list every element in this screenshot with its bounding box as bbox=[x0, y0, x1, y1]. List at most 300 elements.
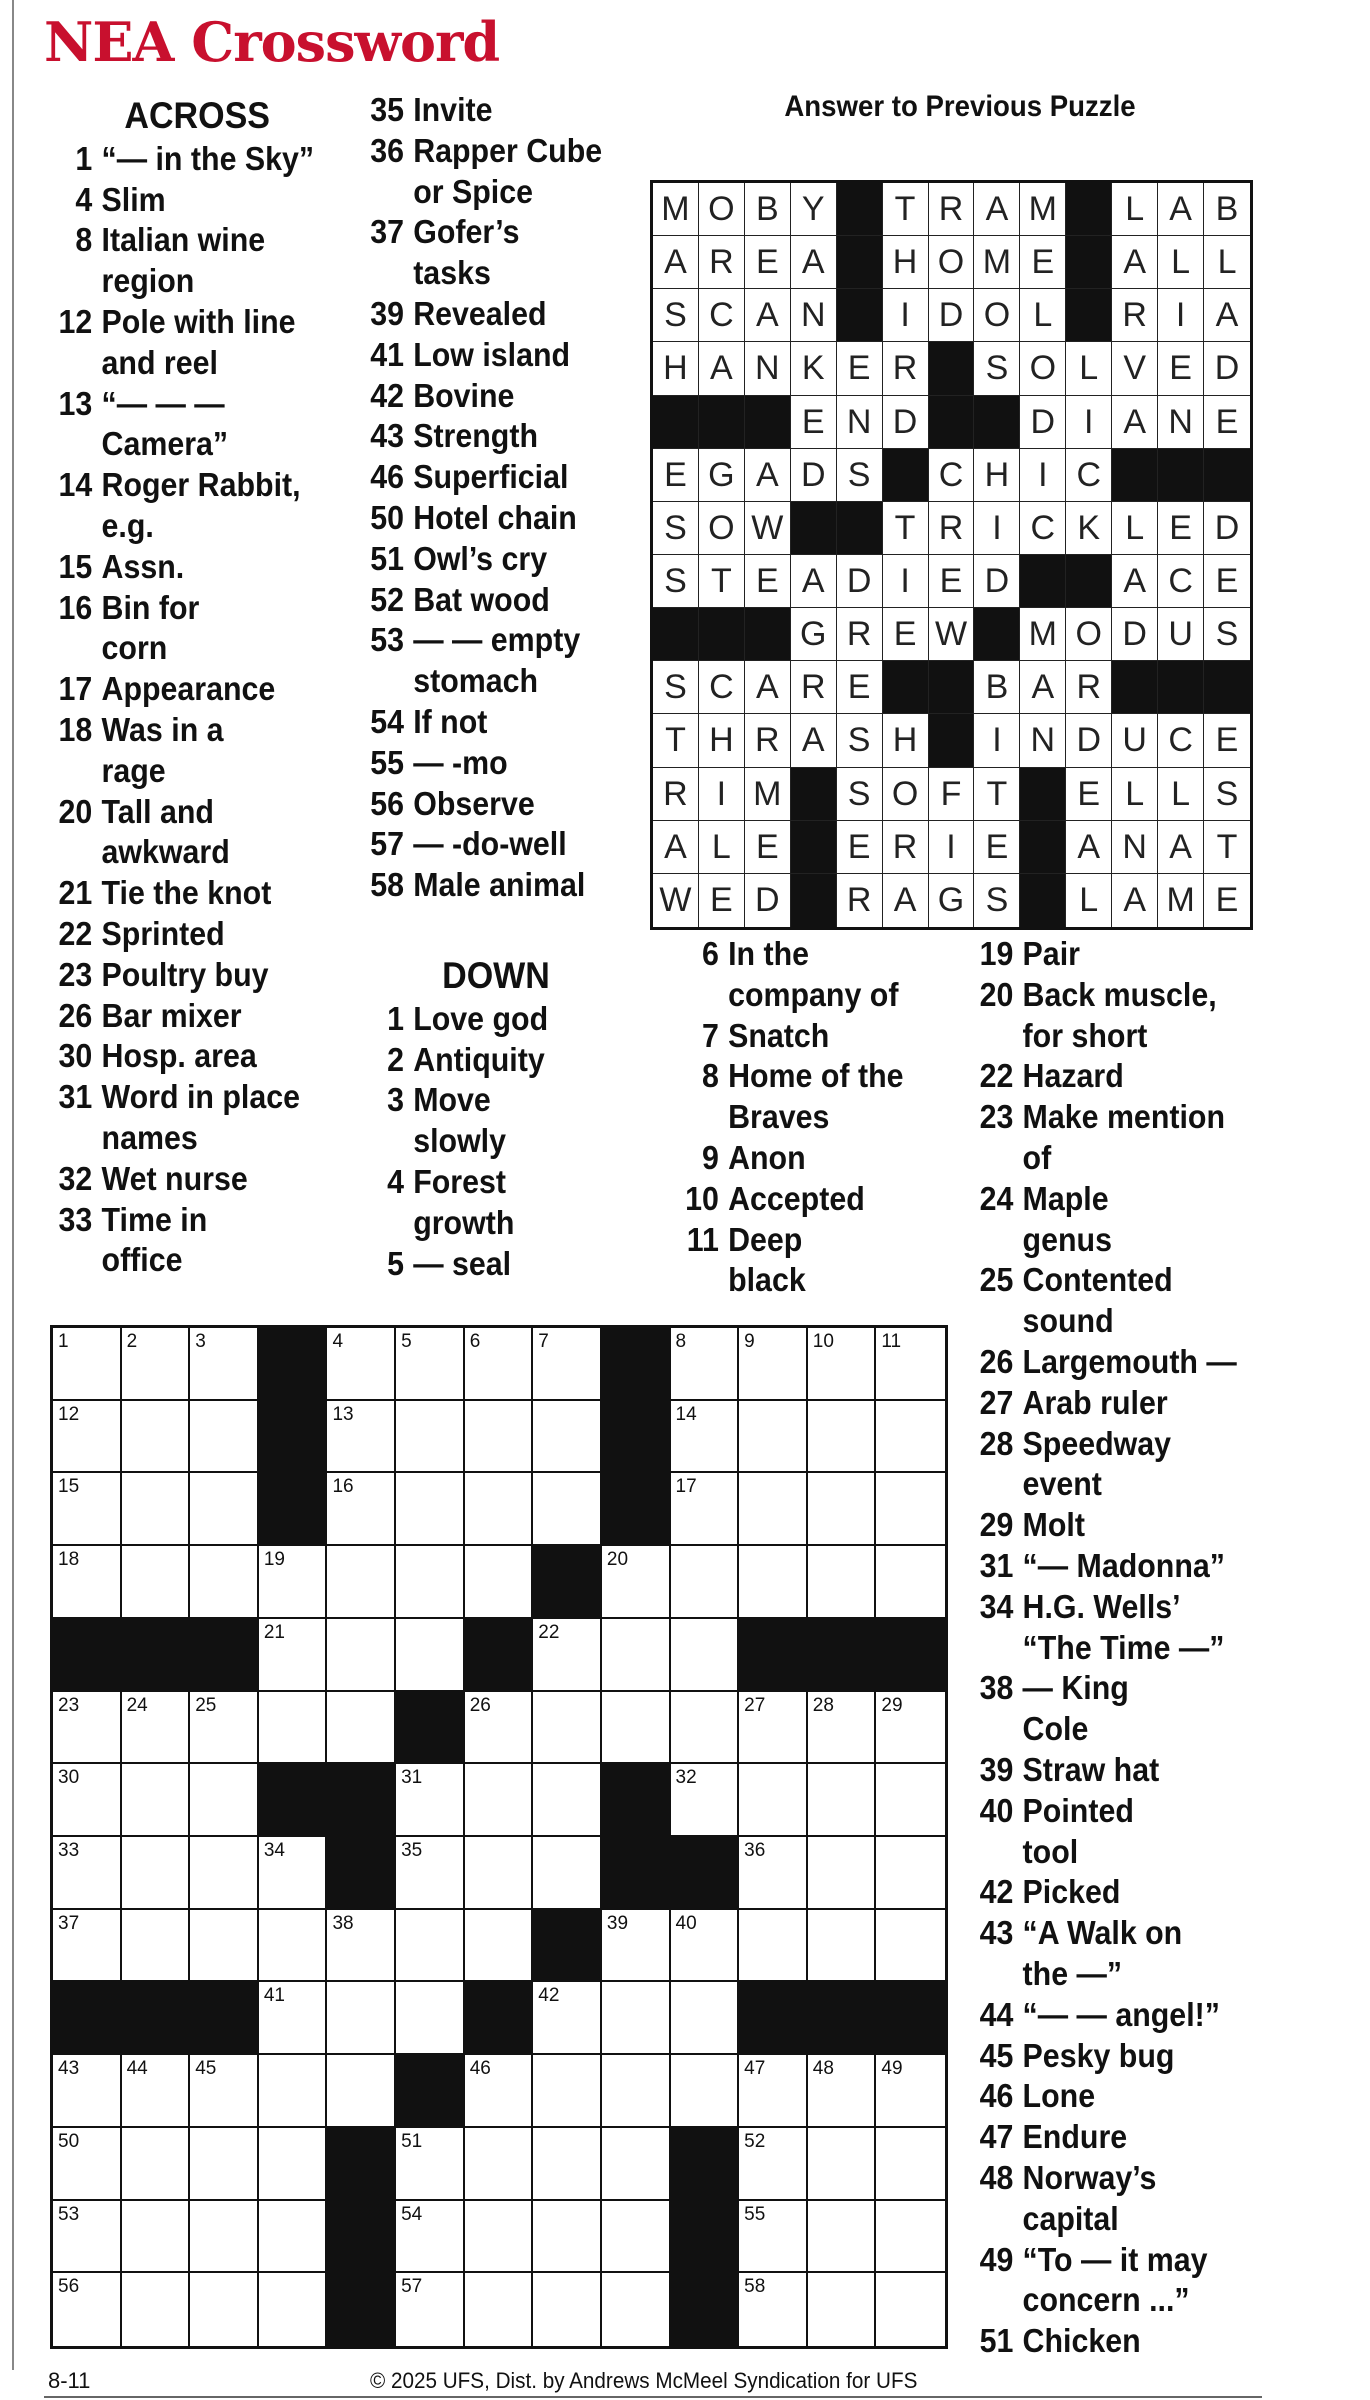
grid-cell[interactable] bbox=[259, 2201, 328, 2274]
cell-number: 10 bbox=[812, 1331, 834, 1352]
cell-number: 40 bbox=[675, 1912, 697, 1934]
clue-number: 4 bbox=[387, 1162, 404, 1200]
grid-cell[interactable] bbox=[327, 1692, 396, 1765]
grid-cell[interactable] bbox=[190, 1837, 259, 1910]
answer-letter-cell: A bbox=[653, 236, 699, 289]
clue-49 bbox=[960, 2240, 1291, 2322]
grid-cell[interactable] bbox=[396, 1546, 465, 1619]
grid-cell[interactable] bbox=[327, 1328, 396, 1401]
grid-block-cell bbox=[327, 2273, 396, 2346]
grid-cell[interactable] bbox=[122, 1328, 191, 1401]
answer-letter-cell: R bbox=[1112, 289, 1158, 342]
clue-number: 16 bbox=[58, 588, 93, 626]
grid-cell[interactable] bbox=[533, 2273, 602, 2346]
clue-text bbox=[728, 934, 936, 1016]
grid-cell[interactable] bbox=[876, 2128, 945, 2201]
clue-15 bbox=[50, 547, 344, 588]
grid-cell[interactable] bbox=[876, 2201, 945, 2274]
crossword-grid bbox=[50, 1325, 948, 2349]
clue-20 bbox=[50, 792, 344, 874]
answer-block-cell bbox=[837, 502, 883, 555]
clue-column-2 bbox=[358, 90, 634, 1284]
grid-cell[interactable] bbox=[396, 1837, 465, 1910]
clue-line: the —” bbox=[1022, 1954, 1123, 1992]
grid-cell[interactable] bbox=[122, 1546, 191, 1619]
grid-cell[interactable] bbox=[533, 1982, 602, 2055]
grid-cell[interactable] bbox=[53, 1401, 122, 1474]
grid-cell[interactable] bbox=[808, 2273, 877, 2346]
bottom-rule bbox=[44, 2396, 1262, 2398]
answer-letter-cell: R bbox=[837, 608, 883, 661]
grid-cell[interactable] bbox=[876, 1473, 945, 1546]
cell-number: 16 bbox=[332, 1476, 354, 1498]
clue-37 bbox=[358, 212, 634, 294]
clue-19 bbox=[960, 934, 1291, 975]
grid-block-cell bbox=[327, 1837, 396, 1910]
clue-text bbox=[1023, 1872, 1292, 1913]
grid-cell[interactable] bbox=[671, 1473, 740, 1546]
grid-cell[interactable] bbox=[808, 1473, 877, 1546]
grid-cell[interactable] bbox=[671, 1546, 740, 1619]
clue-21 bbox=[50, 873, 344, 914]
clue-column-4 bbox=[960, 934, 1291, 2362]
cell-number: 8 bbox=[675, 1331, 687, 1352]
answer-letter-cell: S bbox=[837, 714, 883, 767]
clue-text bbox=[1023, 934, 1292, 975]
grid-cell[interactable] bbox=[808, 1401, 877, 1474]
answer-letter-cell: C bbox=[1158, 714, 1204, 767]
clue-text bbox=[102, 180, 345, 221]
answer-letter-cell: C bbox=[699, 661, 745, 714]
clue-line: Poultry buy bbox=[101, 955, 269, 993]
grid-cell[interactable] bbox=[876, 1764, 945, 1837]
clue-number: 48 bbox=[979, 2158, 1014, 2196]
grid-cell[interactable] bbox=[739, 1910, 808, 1983]
grid-cell[interactable] bbox=[190, 2201, 259, 2274]
clue-46 bbox=[960, 2076, 1291, 2117]
grid-block-cell bbox=[259, 1764, 328, 1837]
clue-line: Gofer’s bbox=[413, 213, 520, 251]
grid-cell[interactable] bbox=[602, 1692, 671, 1765]
grid-cell[interactable] bbox=[739, 1401, 808, 1474]
answer-letter-cell: A bbox=[1158, 821, 1204, 874]
grid-cell[interactable] bbox=[739, 1473, 808, 1546]
answer-block-cell bbox=[929, 714, 975, 767]
answer-block-cell bbox=[1020, 768, 1066, 821]
grid-block-cell bbox=[671, 2273, 740, 2346]
grid-cell[interactable] bbox=[259, 1692, 328, 1765]
answer-letter-cell: A bbox=[1066, 821, 1112, 874]
grid-cell[interactable] bbox=[739, 2273, 808, 2346]
clue-number: 39 bbox=[370, 294, 404, 332]
clue-line: “— Madonna” bbox=[1022, 1546, 1225, 1584]
grid-cell[interactable] bbox=[53, 1837, 122, 1910]
grid-cell[interactable] bbox=[876, 1910, 945, 1983]
grid-cell[interactable] bbox=[259, 1982, 328, 2055]
grid-cell[interactable] bbox=[190, 2128, 259, 2201]
grid-cell[interactable] bbox=[876, 1401, 945, 1474]
grid-cell[interactable] bbox=[602, 2055, 671, 2128]
answer-letter-cell: L bbox=[1112, 183, 1158, 236]
grid-cell[interactable] bbox=[739, 1764, 808, 1837]
answer-letter-cell: O bbox=[1020, 342, 1066, 395]
grid-cell[interactable] bbox=[602, 1619, 671, 1692]
grid-cell[interactable] bbox=[53, 1328, 122, 1401]
clue-number: 43 bbox=[370, 417, 404, 455]
grid-cell[interactable] bbox=[739, 1328, 808, 1401]
grid-cell[interactable] bbox=[671, 1619, 740, 1692]
answer-letter-cell: H bbox=[883, 714, 929, 767]
grid-cell[interactable] bbox=[602, 1910, 671, 1983]
answer-letter-cell: C bbox=[1158, 555, 1204, 608]
clue-48 bbox=[960, 2158, 1291, 2240]
answer-letter-cell: E bbox=[883, 608, 929, 661]
grid-cell[interactable] bbox=[190, 1401, 259, 1474]
grid-block-cell bbox=[602, 1764, 671, 1837]
answer-letter-cell: U bbox=[1158, 608, 1204, 661]
grid-cell[interactable] bbox=[327, 1546, 396, 1619]
grid-cell[interactable] bbox=[533, 2055, 602, 2128]
grid-cell[interactable] bbox=[808, 1328, 877, 1401]
grid-cell[interactable] bbox=[259, 2055, 328, 2128]
grid-cell[interactable] bbox=[259, 1910, 328, 1983]
clue-number: 15 bbox=[58, 547, 93, 585]
clue-number: 39 bbox=[979, 1750, 1014, 1788]
grid-cell[interactable] bbox=[190, 1764, 259, 1837]
clue-58 bbox=[358, 865, 634, 906]
clue-39 bbox=[358, 294, 634, 335]
grid-cell[interactable] bbox=[602, 2273, 671, 2346]
grid-cell[interactable] bbox=[602, 2128, 671, 2201]
grid-cell[interactable] bbox=[122, 1837, 191, 1910]
grid-cell[interactable] bbox=[808, 2201, 877, 2274]
clue-number: 17 bbox=[58, 670, 93, 708]
clue-line: Forest bbox=[413, 1162, 506, 1200]
grid-cell[interactable] bbox=[465, 1401, 534, 1474]
grid-cell[interactable] bbox=[808, 1692, 877, 1765]
grid-cell[interactable] bbox=[396, 2128, 465, 2201]
grid-cell[interactable] bbox=[739, 1546, 808, 1619]
grid-cell[interactable] bbox=[396, 1401, 465, 1474]
cell-number: 57 bbox=[401, 2276, 423, 2298]
grid-cell[interactable] bbox=[53, 1473, 122, 1546]
clue-number: 1 bbox=[75, 139, 93, 177]
answer-block-cell bbox=[791, 874, 837, 927]
grid-cell[interactable] bbox=[190, 2055, 259, 2128]
grid-cell[interactable] bbox=[122, 1764, 191, 1837]
answer-letter-cell: A bbox=[1112, 396, 1158, 449]
cell-number: 46 bbox=[469, 2058, 491, 2080]
answer-letter-cell: E bbox=[837, 661, 883, 714]
cell-number: 11 bbox=[881, 1331, 902, 1352]
grid-cell[interactable] bbox=[739, 1837, 808, 1910]
grid-cell[interactable] bbox=[465, 1473, 534, 1546]
answer-letter-cell: S bbox=[974, 342, 1020, 395]
grid-cell[interactable] bbox=[533, 1619, 602, 1692]
grid-cell[interactable] bbox=[602, 2201, 671, 2274]
clue-29 bbox=[960, 1505, 1291, 1546]
answer-block-cell bbox=[699, 396, 745, 449]
grid-block-cell bbox=[122, 1619, 191, 1692]
clue-number: 5 bbox=[387, 1244, 404, 1282]
grid-cell[interactable] bbox=[190, 1692, 259, 1765]
answer-letter-cell: E bbox=[791, 396, 837, 449]
clue-line: Endure bbox=[1022, 2118, 1128, 2156]
clue-16 bbox=[50, 588, 344, 670]
grid-cell[interactable] bbox=[327, 1982, 396, 2055]
grid-cell[interactable] bbox=[465, 1837, 534, 1910]
clue-line: Accepted bbox=[728, 1179, 865, 1217]
grid-block-cell bbox=[739, 1619, 808, 1692]
grid-cell[interactable] bbox=[808, 1837, 877, 1910]
grid-cell[interactable] bbox=[808, 1546, 877, 1619]
grid-cell[interactable] bbox=[465, 1692, 534, 1765]
clue-line: Roger Rabbit, bbox=[101, 466, 301, 504]
grid-cell[interactable] bbox=[396, 1619, 465, 1692]
grid-cell[interactable] bbox=[533, 2128, 602, 2201]
cell-number: 1 bbox=[58, 1331, 69, 1352]
clue-2 bbox=[358, 1040, 634, 1081]
clue-text bbox=[413, 498, 634, 539]
grid-cell[interactable] bbox=[53, 1692, 122, 1765]
grid-cell[interactable] bbox=[122, 1401, 191, 1474]
clue-line: for short bbox=[1022, 1016, 1148, 1054]
answer-letter-cell: E bbox=[837, 342, 883, 395]
cell-number: 19 bbox=[263, 1549, 285, 1571]
grid-cell[interactable] bbox=[53, 2055, 122, 2128]
grid-cell[interactable] bbox=[396, 1764, 465, 1837]
grid-cell[interactable] bbox=[53, 2128, 122, 2201]
clue-line: black bbox=[728, 1261, 806, 1299]
grid-cell[interactable] bbox=[53, 1764, 122, 1837]
grid-cell[interactable] bbox=[396, 1473, 465, 1546]
answer-letter-cell: O bbox=[974, 289, 1020, 342]
answer-title: Answer to Previous Puzzle bbox=[784, 90, 1136, 123]
clue-text bbox=[728, 1016, 936, 1057]
cell-number: 7 bbox=[538, 1331, 549, 1352]
clue-line: “To — it may bbox=[1022, 2240, 1208, 2278]
cell-number: 15 bbox=[58, 1476, 80, 1498]
answer-letter-cell: S bbox=[974, 874, 1020, 927]
grid-cell[interactable] bbox=[533, 1764, 602, 1837]
grid-cell[interactable] bbox=[53, 1910, 122, 1983]
grid-cell[interactable] bbox=[327, 1910, 396, 1983]
grid-cell[interactable] bbox=[327, 1473, 396, 1546]
clue-1 bbox=[50, 139, 344, 180]
grid-cell[interactable] bbox=[671, 2055, 740, 2128]
cell-number: 36 bbox=[744, 1840, 766, 1861]
clue-number: 46 bbox=[979, 2077, 1014, 2115]
grid-cell[interactable] bbox=[533, 1401, 602, 1474]
grid-cell[interactable] bbox=[122, 2128, 191, 2201]
clue-57 bbox=[358, 824, 634, 865]
clue-line: Italian wine bbox=[101, 221, 266, 259]
grid-cell[interactable] bbox=[122, 2201, 191, 2274]
clue-line: or Spice bbox=[413, 172, 534, 210]
grid-cell[interactable] bbox=[671, 1910, 740, 1983]
grid-cell[interactable] bbox=[190, 1473, 259, 1546]
clue-column-1 bbox=[50, 96, 344, 1281]
grid-cell[interactable] bbox=[465, 1764, 534, 1837]
grid-cell[interactable] bbox=[122, 2273, 191, 2346]
answer-letter-cell: D bbox=[1020, 396, 1066, 449]
grid-cell[interactable] bbox=[671, 1401, 740, 1474]
grid-cell[interactable] bbox=[122, 1692, 191, 1765]
grid-cell[interactable] bbox=[396, 1328, 465, 1401]
grid-cell[interactable] bbox=[808, 2128, 877, 2201]
answer-letter-cell: G bbox=[699, 449, 745, 502]
grid-cell[interactable] bbox=[533, 1328, 602, 1401]
clue-number: 12 bbox=[58, 302, 93, 340]
clue-33 bbox=[50, 1200, 344, 1282]
grid-cell[interactable] bbox=[465, 1328, 534, 1401]
answer-block-cell bbox=[1020, 821, 1066, 874]
grid-cell[interactable] bbox=[739, 2128, 808, 2201]
clue-text bbox=[1023, 1260, 1292, 1342]
clue-number: 46 bbox=[370, 458, 404, 496]
answer-letter-cell: D bbox=[1204, 342, 1250, 395]
clue-text bbox=[1023, 975, 1292, 1057]
grid-cell[interactable] bbox=[122, 1473, 191, 1546]
grid-cell[interactable] bbox=[396, 2201, 465, 2274]
grid-cell[interactable] bbox=[190, 2273, 259, 2346]
grid-cell[interactable] bbox=[465, 2201, 534, 2274]
grid-cell[interactable] bbox=[190, 1328, 259, 1401]
clue-text bbox=[413, 999, 634, 1040]
clue-line: Sprinted bbox=[101, 914, 225, 952]
grid-cell[interactable] bbox=[122, 2055, 191, 2128]
clue-line: Owl’s cry bbox=[413, 539, 548, 577]
answer-letter-cell: S bbox=[653, 502, 699, 555]
grid-cell[interactable] bbox=[876, 1328, 945, 1401]
cell-number: 47 bbox=[744, 2058, 766, 2080]
answer-block-cell bbox=[1204, 449, 1250, 502]
grid-cell[interactable] bbox=[327, 1401, 396, 1474]
clue-number: 40 bbox=[979, 1791, 1014, 1829]
grid-cell[interactable] bbox=[876, 2055, 945, 2128]
grid-cell[interactable] bbox=[396, 1982, 465, 2055]
grid-cell[interactable] bbox=[602, 1546, 671, 1619]
grid-cell[interactable] bbox=[53, 2201, 122, 2274]
clue-line: Pesky bug bbox=[1022, 2036, 1175, 2074]
answer-letter-cell: H bbox=[883, 236, 929, 289]
clue-line: Bar mixer bbox=[101, 996, 242, 1034]
grid-cell[interactable] bbox=[876, 1837, 945, 1910]
grid-cell[interactable] bbox=[533, 1692, 602, 1765]
grid-cell[interactable] bbox=[808, 1910, 877, 1983]
grid-cell[interactable] bbox=[808, 2055, 877, 2128]
answer-block-cell bbox=[1066, 555, 1112, 608]
grid-cell[interactable] bbox=[876, 1546, 945, 1619]
clue-line: “— in the Sky” bbox=[101, 139, 315, 177]
grid-cell[interactable] bbox=[465, 1546, 534, 1619]
grid-cell[interactable] bbox=[671, 1328, 740, 1401]
grid-cell[interactable] bbox=[876, 1692, 945, 1765]
grid-cell[interactable] bbox=[122, 1910, 191, 1983]
answer-letter-cell: I bbox=[929, 821, 975, 874]
clue-56 bbox=[358, 784, 634, 825]
clue-12 bbox=[50, 302, 344, 384]
clue-7 bbox=[660, 1016, 936, 1057]
clue-52 bbox=[358, 580, 634, 621]
clue-4 bbox=[50, 180, 344, 221]
grid-cell[interactable] bbox=[739, 1692, 808, 1765]
grid-block-cell bbox=[122, 1982, 191, 2055]
grid-cell[interactable] bbox=[602, 1982, 671, 2055]
grid-block-cell bbox=[602, 1473, 671, 1546]
puzzle-title: NEA Crossword bbox=[44, 10, 500, 74]
grid-block-cell bbox=[671, 1837, 740, 1910]
clue-number: 58 bbox=[370, 866, 404, 904]
previous-answer-grid bbox=[650, 180, 1253, 930]
grid-cell[interactable] bbox=[808, 1764, 877, 1837]
grid-cell[interactable] bbox=[259, 1546, 328, 1619]
grid-cell[interactable] bbox=[739, 2055, 808, 2128]
clue-line: Deep bbox=[728, 1220, 803, 1258]
grid-cell[interactable] bbox=[465, 2128, 534, 2201]
answer-letter-cell: K bbox=[791, 342, 837, 395]
answer-letter-cell: N bbox=[791, 289, 837, 342]
grid-cell[interactable] bbox=[190, 1546, 259, 1619]
clue-text bbox=[1023, 2240, 1292, 2322]
grid-cell[interactable] bbox=[671, 1982, 740, 2055]
clue-14 bbox=[50, 465, 344, 547]
clue-3 bbox=[358, 1080, 634, 1162]
grid-cell[interactable] bbox=[53, 2273, 122, 2346]
grid-cell[interactable] bbox=[465, 2055, 534, 2128]
clue-text bbox=[413, 1040, 634, 1081]
grid-cell[interactable] bbox=[465, 2273, 534, 2346]
clue-text bbox=[728, 1220, 936, 1302]
clue-line: Maple bbox=[1022, 1179, 1109, 1217]
grid-cell[interactable] bbox=[327, 2055, 396, 2128]
grid-cell[interactable] bbox=[396, 1910, 465, 1983]
grid-cell[interactable] bbox=[396, 2273, 465, 2346]
grid-cell[interactable] bbox=[327, 1619, 396, 1692]
clue-text bbox=[102, 547, 345, 588]
clue-text bbox=[1023, 1668, 1292, 1750]
grid-cell[interactable] bbox=[671, 1764, 740, 1837]
clue-30 bbox=[50, 1036, 344, 1077]
clue-number: 8 bbox=[75, 221, 93, 259]
clue-number: 10 bbox=[685, 1179, 719, 1217]
grid-cell[interactable] bbox=[876, 2273, 945, 2346]
grid-block-cell bbox=[602, 1401, 671, 1474]
grid-cell[interactable] bbox=[259, 1837, 328, 1910]
grid-cell[interactable] bbox=[533, 1473, 602, 1546]
clue-number: 26 bbox=[979, 1342, 1014, 1380]
clue-line: genus bbox=[1022, 1220, 1112, 1258]
clue-line: Picked bbox=[1022, 1873, 1121, 1911]
grid-cell[interactable] bbox=[190, 1910, 259, 1983]
clue-line: Bin for bbox=[101, 588, 200, 626]
grid-cell[interactable] bbox=[739, 2201, 808, 2274]
answer-letter-cell: C bbox=[929, 449, 975, 502]
grid-cell[interactable] bbox=[259, 2128, 328, 2201]
answer-letter-cell: W bbox=[745, 502, 791, 555]
grid-cell[interactable] bbox=[53, 1546, 122, 1619]
grid-cell[interactable] bbox=[533, 1837, 602, 1910]
clue-text bbox=[413, 743, 634, 784]
grid-cell[interactable] bbox=[259, 1619, 328, 1692]
clue-text bbox=[1023, 1995, 1292, 2036]
grid-cell[interactable] bbox=[465, 1910, 534, 1983]
cell-number: 34 bbox=[263, 1840, 285, 1861]
cell-number: 22 bbox=[538, 1621, 560, 1643]
grid-cell[interactable] bbox=[259, 2273, 328, 2346]
grid-cell[interactable] bbox=[671, 1692, 740, 1765]
grid-cell[interactable] bbox=[533, 2201, 602, 2274]
